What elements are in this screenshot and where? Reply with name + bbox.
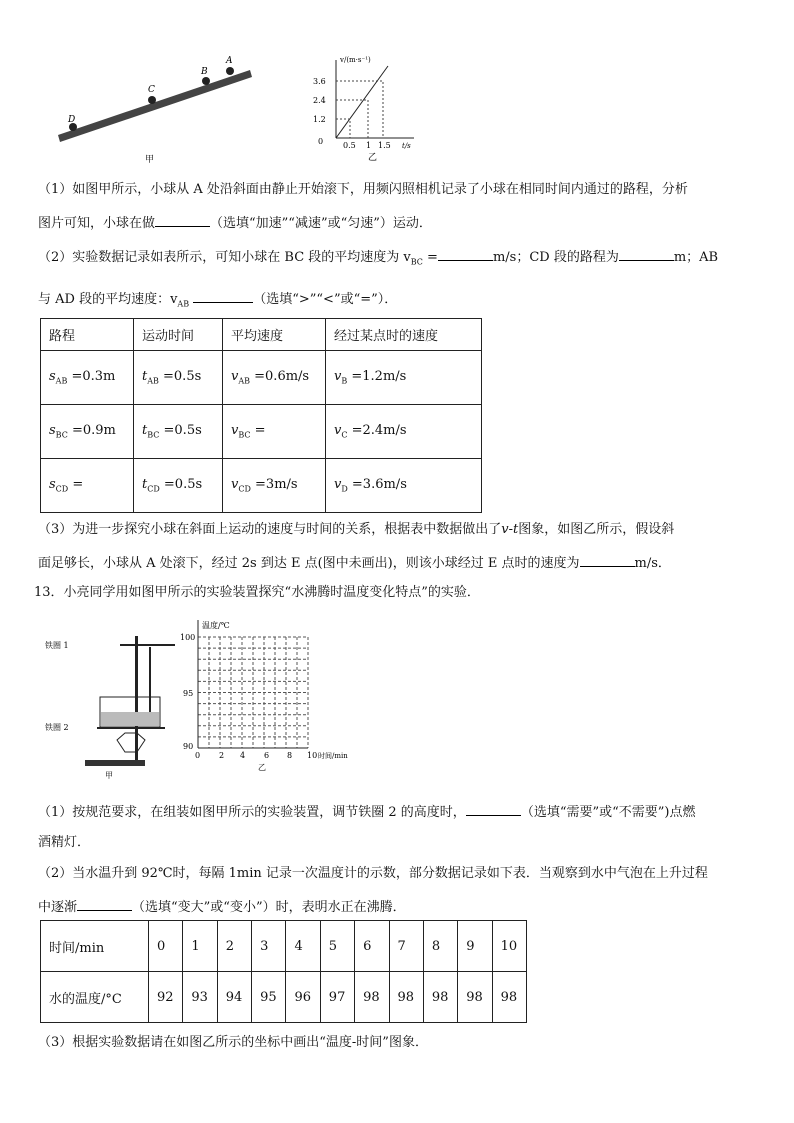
table-row xyxy=(41,405,482,459)
q13-p3: （3）根据实验数据请在如图乙所示的坐标中画出“温度-时间”图象． xyxy=(38,1035,428,1050)
text: m/s． xyxy=(634,556,671,571)
q13-p2-line1: （2）当水温升到 92℃时，每隔 1min 记录一次温度计的示数，部分数据记录如下表．当观察到水中气泡在上升过程 xyxy=(38,866,708,881)
text: m；AB xyxy=(673,250,719,265)
table-row xyxy=(41,459,482,513)
time-cell: 0 xyxy=(149,921,183,972)
time-row xyxy=(41,921,527,972)
text: （选填“加速”“减速”或“匀速”）运动． xyxy=(210,216,432,231)
time-cell: 8 xyxy=(423,921,457,972)
answer-blank[interactable] xyxy=(77,897,132,911)
x-tick: 8 xyxy=(287,751,293,760)
q12-p1-line2 xyxy=(38,213,432,233)
label-c: C xyxy=(148,85,155,95)
answer-blank[interactable] xyxy=(619,247,674,261)
text: （选填“需要”或“不需要”)点燃 xyxy=(520,805,696,820)
answer-blank[interactable] xyxy=(466,802,521,816)
x-tick: 6 xyxy=(264,751,270,760)
y-tick: 100 xyxy=(180,633,196,642)
cell: $t_{BC} =0.5s$ xyxy=(134,405,223,459)
temp-cell: 92 xyxy=(149,972,183,1023)
label-a: A xyxy=(226,56,233,66)
q13-p1-line2: 酒精灯． xyxy=(38,835,91,850)
text: 图片可知，小球在做 xyxy=(38,216,156,231)
x-tick: 1.5 xyxy=(378,141,391,150)
time-cell: 1 xyxy=(183,921,217,972)
text: m/s；CD 段的路程为 xyxy=(492,250,619,265)
cell: $v_D =3.6m/s$ xyxy=(326,459,482,513)
grid-xlabel: 时间/min xyxy=(318,752,348,760)
vt-line xyxy=(336,66,388,138)
text: （2）实验数据记录如表所示，可知小球在 BC 段的平均速度为 v xyxy=(38,250,411,265)
text: （选填“>”“<”或“=”）． xyxy=(253,292,398,307)
time-cell: 3 xyxy=(252,921,286,972)
q13-p1-line1 xyxy=(38,802,695,822)
sub: AB xyxy=(177,299,190,309)
text: （3）为进一步探究小球在斜面上运动的速度与时间的关系，根据表中数据做出了 xyxy=(38,522,502,537)
y-tick: 95 xyxy=(183,689,194,698)
time-cell: 7 xyxy=(389,921,423,972)
header-cell: 路程 xyxy=(41,319,134,351)
q12-p1-line1: （1）如图甲所示，小球从 A 处沿斜面由静止开始滚下，用频闪照相机记录了小球在相同时间内通过的路程，分析 xyxy=(38,182,688,197)
temperature-table xyxy=(40,920,527,1023)
text: 图象，如图乙所示，假设斜 xyxy=(518,522,675,537)
text: （1）按规范要求，在组装如图甲所示的实验装置，调节铁圈 2 的高度时， xyxy=(38,805,466,820)
q13-title: 13．小亮同学用如图甲所示的实验装置探究“水沸腾时温度变化特点”的实验． xyxy=(34,585,480,600)
ball-c xyxy=(148,96,156,104)
temp-cell: 98 xyxy=(355,972,389,1023)
time-cell: 4 xyxy=(286,921,320,972)
answer-blank[interactable] xyxy=(438,247,493,261)
q12-p3-line1 xyxy=(38,521,674,539)
header-cell: 运动时间 xyxy=(134,319,223,351)
time-cell: 10 xyxy=(492,921,526,972)
answer-blank[interactable] xyxy=(155,213,210,227)
incline-figure xyxy=(50,50,250,170)
incline-plank xyxy=(58,70,252,142)
temp-cell: 97 xyxy=(320,972,354,1023)
time-cell: 6 xyxy=(355,921,389,972)
cell: $t_{AB} =0.5s$ xyxy=(134,351,223,405)
q12-p3-line2 xyxy=(38,553,671,573)
row-label: 水的温度/°C xyxy=(41,972,149,1023)
x-tick: 10 xyxy=(307,751,318,760)
table-header-row xyxy=(41,319,482,351)
header-cell: 经过某点时的速度 xyxy=(326,319,482,351)
grid-ylabel: 温度/℃ xyxy=(202,621,230,630)
cell: $s_{BC} =0.9m$ xyxy=(41,405,134,459)
vt-graph xyxy=(310,50,420,163)
q13-p2-line2 xyxy=(38,897,406,917)
answer-blank[interactable] xyxy=(580,553,635,567)
label-d: D xyxy=(68,115,76,125)
cell: $v_{CD} =3m/s$ xyxy=(223,459,326,513)
x-tick: 2 xyxy=(219,751,225,760)
header-cell: 平均速度 xyxy=(223,319,326,351)
x-tick: 4 xyxy=(240,751,246,760)
boiling-apparatus-figure xyxy=(45,620,165,780)
vt-xlabel: t/s xyxy=(402,142,411,150)
text: = xyxy=(422,250,438,265)
cell: $v_B =1.2m/s$ xyxy=(326,351,482,405)
cell: $s_{AB} =0.3m$ xyxy=(41,351,134,405)
ring2-label: 铁圈 2 xyxy=(45,723,69,732)
temp-cell: 98 xyxy=(458,972,492,1023)
temp-cell: 98 xyxy=(389,972,423,1023)
x-tick: 1 xyxy=(366,141,372,150)
text: v-t xyxy=(501,522,519,537)
temp-cell: 96 xyxy=(286,972,320,1023)
caption-yi: 乙 xyxy=(258,763,266,772)
q12-p2-line2 xyxy=(38,289,397,314)
table-row xyxy=(41,351,482,405)
caption-yi: 乙 xyxy=(368,153,378,163)
cell: $t_{CD} =0.5s$ xyxy=(134,459,223,513)
cell: $s_{CD}$ = xyxy=(41,459,134,513)
time-cell: 9 xyxy=(458,921,492,972)
temp-cell: 93 xyxy=(183,972,217,1023)
temp-row xyxy=(41,972,527,1023)
text: （选填“变大”或“变小”）时，表明水正在沸腾． xyxy=(132,900,406,915)
label-b: B xyxy=(201,67,208,77)
x-tick: 0 xyxy=(195,751,201,760)
cell: $v_C =2.4m/s$ xyxy=(326,405,482,459)
temp-cell: 98 xyxy=(423,972,457,1023)
caption-jia: 甲 xyxy=(105,771,113,780)
vt-ylabel: v/(m·s⁻¹) xyxy=(340,56,371,64)
x-tick: 0.5 xyxy=(343,141,356,150)
sub: BC xyxy=(410,257,423,267)
origin: 0 xyxy=(318,137,324,146)
row-label: 时间/min xyxy=(41,921,149,972)
ball-b xyxy=(202,77,210,85)
answer-blank[interactable] xyxy=(193,289,253,303)
temp-cell: 94 xyxy=(217,972,251,1023)
y-tick: 1.2 xyxy=(313,115,326,124)
ball-a xyxy=(226,67,234,75)
temperature-grid xyxy=(180,618,348,772)
speed-table xyxy=(40,318,482,513)
time-cell: 2 xyxy=(217,921,251,972)
y-tick: 3.6 xyxy=(313,77,326,86)
y-tick: 2.4 xyxy=(313,96,326,105)
q12-p2-line1 xyxy=(38,247,718,272)
text: 与 AD 段的平均速度：v xyxy=(38,292,178,307)
y-tick: 90 xyxy=(183,742,194,751)
text: 面足够长，小球从 A 处滚下，经过 2s 到达 E 点(图中未画出)，则该小球经过 E 点时的速度为 xyxy=(38,556,580,571)
caption-jia: 甲 xyxy=(145,155,155,165)
text: 中逐渐 xyxy=(38,900,78,915)
cell: $v_{BC}$ = xyxy=(223,405,326,459)
ring1-label: 铁圈 1 xyxy=(45,641,69,650)
time-cell: 5 xyxy=(320,921,354,972)
temp-cell: 95 xyxy=(252,972,286,1023)
temp-cell: 98 xyxy=(492,972,526,1023)
cell: $v_{AB} =0.6m/s$ xyxy=(223,351,326,405)
